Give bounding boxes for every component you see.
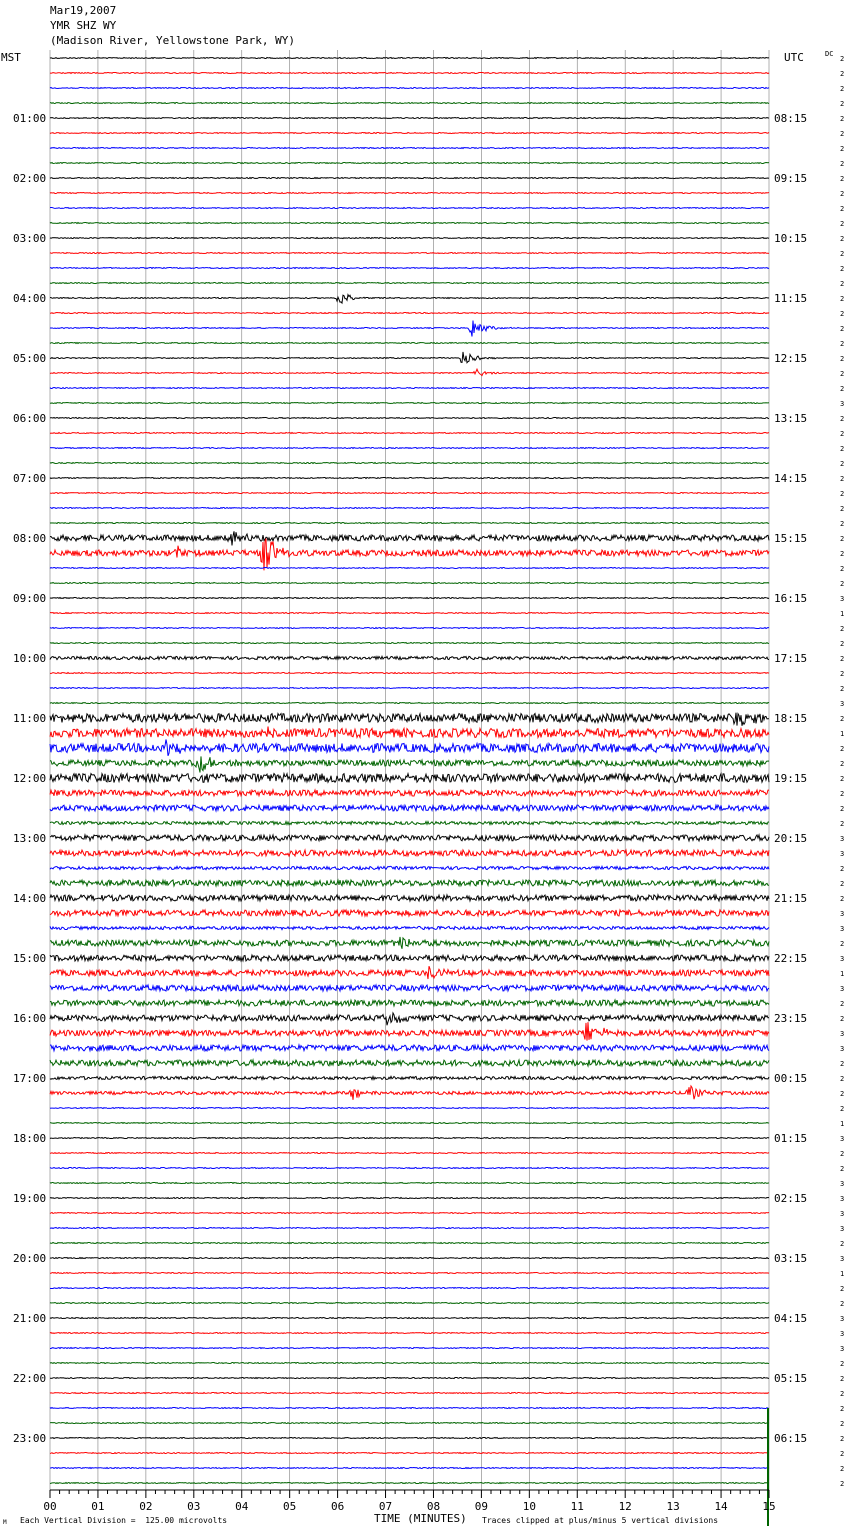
trace-line xyxy=(50,1123,769,1124)
scale-digit: 2 xyxy=(840,355,845,363)
trace-line xyxy=(50,835,769,841)
left-hour-label: 22:00 xyxy=(13,1372,47,1385)
scale-digit: 2 xyxy=(840,1435,845,1443)
x-tick-label: 09 xyxy=(474,1500,489,1513)
scale-digit: 2 xyxy=(840,145,845,153)
scale-digit: 3 xyxy=(840,1315,845,1323)
right-hour-label: 10:15 xyxy=(774,232,808,245)
trace-line xyxy=(50,985,769,991)
clip-note: Traces clipped at plus/minus 5 vertical divisions xyxy=(482,1516,719,1525)
trace-line xyxy=(50,1303,769,1304)
scale-digit: 3 xyxy=(840,925,845,933)
scale-digit: 3 xyxy=(840,1210,845,1218)
scale-digit: 3 xyxy=(840,1195,845,1203)
trace-line xyxy=(50,508,769,509)
left-hour-label: 03:00 xyxy=(13,232,47,245)
scale-digit: 2 xyxy=(840,535,845,543)
scale-digit: 2 xyxy=(840,550,845,558)
scale-digit: 3 xyxy=(840,1330,845,1338)
x-tick-label: 07 xyxy=(378,1500,393,1513)
trace-line xyxy=(50,478,769,479)
left-hour-label: 21:00 xyxy=(13,1312,47,1325)
trace-line xyxy=(50,193,769,194)
trace-line xyxy=(50,966,769,979)
left-hour-label: 12:00 xyxy=(13,772,47,785)
trace-line xyxy=(50,583,769,584)
trace-line xyxy=(50,1045,769,1051)
trace-line xyxy=(50,643,769,644)
trace-line xyxy=(50,321,769,337)
trace-line xyxy=(50,713,769,726)
scale-digit: 2 xyxy=(840,490,845,498)
left-timezone-label: MST xyxy=(1,51,21,64)
x-tick-label: 10 xyxy=(522,1500,536,1513)
right-hour-label: 23:15 xyxy=(774,1012,808,1025)
right-hour-label: 12:15 xyxy=(774,352,808,365)
left-hour-label: 10:00 xyxy=(13,652,47,665)
right-hour-label: 08:15 xyxy=(774,112,808,125)
trace-line xyxy=(50,1258,769,1259)
trace-line xyxy=(50,1013,769,1025)
scale-digit: 2 xyxy=(840,625,845,633)
scale-digit: 2 xyxy=(840,565,845,573)
trace-line xyxy=(50,740,769,756)
header-date: Mar19,2007 xyxy=(50,4,117,17)
scale-digit: 3 xyxy=(840,955,845,963)
trace-line xyxy=(50,1183,769,1184)
x-tick-label: 05 xyxy=(283,1500,297,1513)
trace-line xyxy=(50,756,769,772)
trace-line xyxy=(50,628,769,629)
scale-digit: 2 xyxy=(840,505,845,513)
scale-digit: 3 xyxy=(840,1255,845,1263)
trace-line xyxy=(50,1153,769,1154)
trace-line xyxy=(50,118,769,119)
trace-line xyxy=(50,1108,769,1109)
scale-digit: 2 xyxy=(840,940,845,948)
trace-line xyxy=(50,790,769,796)
right-hour-label: 18:15 xyxy=(774,712,808,725)
scale-digit: 2 xyxy=(840,805,845,813)
right-hour-label: 20:15 xyxy=(774,832,808,845)
scale-digit: 2 xyxy=(840,340,845,348)
trace-line xyxy=(50,1288,769,1289)
trace-line xyxy=(50,1423,769,1424)
trace-line xyxy=(50,821,769,824)
scale-digit: 2 xyxy=(840,760,845,768)
left-hour-label: 05:00 xyxy=(13,352,47,365)
right-hour-label: 19:15 xyxy=(774,772,808,785)
right-hour-label: 22:15 xyxy=(774,952,808,965)
scale-digit: 2 xyxy=(840,715,845,723)
trace-line xyxy=(50,1138,769,1139)
x-tick-label: 02 xyxy=(139,1500,153,1513)
scale-digit: 2 xyxy=(840,55,845,63)
scale-digit: 2 xyxy=(840,280,845,288)
trace-line xyxy=(50,433,769,434)
trace-line xyxy=(50,295,769,303)
right-timezone-label: UTC xyxy=(784,51,804,64)
trace-line xyxy=(50,148,769,149)
right-hour-label: 00:15 xyxy=(774,1072,808,1085)
trace-line xyxy=(50,1378,769,1379)
right-hour-label: 09:15 xyxy=(774,172,808,185)
scale-digit: 2 xyxy=(840,130,845,138)
left-hour-label: 08:00 xyxy=(13,532,47,545)
left-hour-label: 13:00 xyxy=(13,832,47,845)
left-hour-label: 14:00 xyxy=(13,892,47,905)
scale-digit: 2 xyxy=(840,295,845,303)
x-tick-label: 15 xyxy=(762,1500,776,1513)
scale-digit: 2 xyxy=(840,580,845,588)
trace-line xyxy=(50,1228,769,1229)
scale-digit: 2 xyxy=(840,1390,845,1398)
scale-note: Each Vertical Division = 125.00 microvolts xyxy=(20,1516,228,1525)
right-hour-label: 16:15 xyxy=(774,592,808,605)
scale-digit: 2 xyxy=(840,160,845,168)
trace-line xyxy=(50,850,769,856)
trace-line xyxy=(50,613,769,614)
trace-line xyxy=(50,1000,769,1006)
right-hour-label: 01:15 xyxy=(774,1132,808,1145)
left-hour-label: 18:00 xyxy=(13,1132,47,1145)
scale-digit: 3 xyxy=(840,700,845,708)
scale-digit: 2 xyxy=(840,385,845,393)
scale-digit: 2 xyxy=(840,1165,845,1173)
x-tick-label: 04 xyxy=(235,1500,249,1513)
right-hour-label: 04:15 xyxy=(774,1312,808,1325)
trace-line xyxy=(50,58,769,59)
left-hour-label: 16:00 xyxy=(13,1012,47,1025)
x-tick-label: 03 xyxy=(187,1500,201,1513)
scale-digit: 2 xyxy=(840,745,845,753)
trace-line xyxy=(50,418,769,419)
trace-line xyxy=(50,1453,769,1454)
scale-digit: 2 xyxy=(840,205,845,213)
scale-digit: 1 xyxy=(840,970,845,978)
trace-line xyxy=(50,523,769,524)
trace-line xyxy=(50,866,769,869)
scale-digit: 2 xyxy=(840,1000,845,1008)
scale-digit: 2 xyxy=(840,1450,845,1458)
scale-digit: 2 xyxy=(840,1405,845,1413)
scale-digit: 3 xyxy=(840,1345,845,1353)
scale-digit: 2 xyxy=(840,820,845,828)
trace-line xyxy=(50,688,769,689)
trace-line xyxy=(50,103,769,104)
scale-digit: 3 xyxy=(840,985,845,993)
trace-line xyxy=(50,1243,769,1244)
trace-line xyxy=(50,352,769,363)
trace-line xyxy=(50,253,769,254)
left-hour-label: 06:00 xyxy=(13,412,47,425)
trace-line xyxy=(50,1076,769,1079)
x-tick-label: 13 xyxy=(666,1500,680,1513)
trace-line xyxy=(50,937,769,949)
scale-digit: 2 xyxy=(840,85,845,93)
scale-digit: 2 xyxy=(840,1150,845,1158)
left-hour-label: 09:00 xyxy=(13,592,47,605)
trace-line xyxy=(50,1168,769,1169)
trace-line xyxy=(50,88,769,89)
dc-label: DC xyxy=(825,50,834,58)
trace-line xyxy=(50,1086,769,1100)
left-hour-label: 11:00 xyxy=(13,712,47,725)
scale-digit: 1 xyxy=(840,730,845,738)
scale-digit: 2 xyxy=(840,250,845,258)
scale-digit: 2 xyxy=(840,1105,845,1113)
scale-digit: 3 xyxy=(840,1045,845,1053)
trace-line xyxy=(50,163,769,164)
scale-digit: 2 xyxy=(840,775,845,783)
left-hour-label: 02:00 xyxy=(13,172,47,185)
trace-line xyxy=(50,539,769,571)
scale-digit: 2 xyxy=(840,790,845,798)
trace-line xyxy=(50,178,769,179)
scale-digit: 2 xyxy=(840,670,845,678)
footer-mark: M xyxy=(3,1519,7,1526)
x-tick-label: 08 xyxy=(426,1500,441,1513)
scale-digit: 3 xyxy=(840,1030,845,1038)
scale-digit: 1 xyxy=(840,610,845,618)
trace-line xyxy=(50,388,769,389)
trace-line xyxy=(50,1348,769,1349)
scale-digit: 2 xyxy=(840,1090,845,1098)
right-hour-label: 11:15 xyxy=(774,292,808,305)
scale-digit: 1 xyxy=(840,1270,845,1278)
x-axis-title: TIME (MINUTES) xyxy=(374,1512,467,1525)
header-station: YMR SHZ WY xyxy=(50,19,117,32)
trace-line xyxy=(50,1022,769,1040)
trace-line xyxy=(50,1318,769,1319)
left-hour-label: 23:00 xyxy=(13,1432,47,1445)
scale-digit: 3 xyxy=(840,850,845,858)
trace-line xyxy=(50,1408,769,1409)
scale-digit: 2 xyxy=(840,1360,845,1368)
trace-line xyxy=(50,1438,769,1439)
scale-digit: 2 xyxy=(840,310,845,318)
trace-line xyxy=(50,531,769,545)
trace-line xyxy=(50,703,769,704)
scale-digit: 2 xyxy=(840,460,845,468)
trace-line xyxy=(50,656,769,659)
scale-digit: 2 xyxy=(840,1480,845,1488)
scale-digit: 2 xyxy=(840,235,845,243)
trace-line xyxy=(50,133,769,134)
right-hour-label: 03:15 xyxy=(774,1252,808,1265)
scale-digit: 2 xyxy=(840,1375,845,1383)
left-hour-label: 15:00 xyxy=(13,952,47,965)
trace-line xyxy=(50,238,769,239)
trace-line xyxy=(50,463,769,464)
left-hour-label: 04:00 xyxy=(13,292,47,305)
trace-line xyxy=(50,1213,769,1214)
scale-digit: 1 xyxy=(840,1120,845,1128)
trace-line xyxy=(50,1393,769,1394)
trace-line xyxy=(50,1468,769,1469)
trace-line xyxy=(50,1483,769,1484)
scale-digit: 2 xyxy=(840,1075,845,1083)
scale-digit: 2 xyxy=(840,685,845,693)
right-hour-label: 05:15 xyxy=(774,1372,808,1385)
scale-digit: 2 xyxy=(840,520,845,528)
scale-digit: 2 xyxy=(840,115,845,123)
trace-line xyxy=(50,223,769,224)
x-tick-label: 06 xyxy=(330,1500,345,1513)
scale-digit: 2 xyxy=(840,865,845,873)
left-hour-label: 19:00 xyxy=(13,1192,47,1205)
left-hour-label: 07:00 xyxy=(13,472,47,485)
trace-line xyxy=(50,598,769,599)
right-hour-label: 06:15 xyxy=(774,1432,808,1445)
scale-digit: 3 xyxy=(840,1180,845,1188)
trace-line xyxy=(50,955,769,961)
scale-digit: 2 xyxy=(840,370,845,378)
trace-line xyxy=(50,268,769,269)
scale-digit: 2 xyxy=(840,220,845,228)
left-hour-label: 20:00 xyxy=(13,1252,47,1265)
scale-digit: 3 xyxy=(840,1225,845,1233)
scale-digit: 3 xyxy=(840,835,845,843)
scale-digit: 2 xyxy=(840,475,845,483)
trace-line xyxy=(50,568,769,569)
right-hour-label: 14:15 xyxy=(774,472,808,485)
trace-line xyxy=(50,1198,769,1199)
trace-line xyxy=(50,774,769,783)
header-location: (Madison River, Yellowstone Park, WY) xyxy=(50,34,296,47)
left-hour-label: 01:00 xyxy=(13,112,47,125)
scale-digit: 2 xyxy=(840,1015,845,1023)
scale-digit: 2 xyxy=(840,655,845,663)
right-hour-label: 02:15 xyxy=(774,1192,808,1205)
scale-digit: 2 xyxy=(840,445,845,453)
scale-digit: 2 xyxy=(840,1465,845,1473)
scale-digit: 3 xyxy=(840,595,845,603)
x-tick-label: 14 xyxy=(714,1500,728,1513)
scale-digit: 2 xyxy=(840,175,845,183)
scale-digit: 2 xyxy=(840,415,845,423)
scale-digit: 2 xyxy=(840,1285,845,1293)
scale-digit: 2 xyxy=(840,1420,845,1428)
trace-line xyxy=(50,895,769,901)
scale-digit: 2 xyxy=(840,430,845,438)
scale-digit: 3 xyxy=(840,910,845,918)
right-hour-label: 21:15 xyxy=(774,892,808,905)
scale-digit: 2 xyxy=(840,880,845,888)
trace-line xyxy=(50,805,769,811)
scale-digit: 2 xyxy=(840,70,845,78)
x-tick-label: 12 xyxy=(618,1500,632,1513)
left-hour-label: 17:00 xyxy=(13,1072,47,1085)
x-tick-label: 11 xyxy=(570,1500,584,1513)
right-hour-label: 17:15 xyxy=(774,652,808,665)
trace-line xyxy=(50,208,769,209)
scale-digit: 2 xyxy=(840,1300,845,1308)
scale-digit: 2 xyxy=(840,1060,845,1068)
trace-line xyxy=(50,727,769,738)
trace-line xyxy=(50,1363,769,1364)
x-tick-label: 01 xyxy=(91,1500,105,1513)
trace-line xyxy=(50,493,769,494)
scale-digit: 2 xyxy=(840,895,845,903)
trace-line xyxy=(50,403,769,404)
scale-digit: 2 xyxy=(840,325,845,333)
trace-line xyxy=(50,1273,769,1274)
scale-digit: 2 xyxy=(840,265,845,273)
scale-digit: 3 xyxy=(840,1135,845,1143)
trace-line xyxy=(50,73,769,74)
trace-line xyxy=(50,283,769,284)
scale-digit: 2 xyxy=(840,1240,845,1248)
trace-line xyxy=(50,1060,769,1066)
trace-line xyxy=(50,1333,769,1334)
scale-digit: 2 xyxy=(840,100,845,108)
trace-line xyxy=(50,313,769,314)
right-hour-label: 15:15 xyxy=(774,532,808,545)
scale-digit: 3 xyxy=(840,400,845,408)
trace-line xyxy=(50,910,769,916)
trace-line xyxy=(50,369,769,375)
trace-line xyxy=(50,926,769,929)
x-tick-label: 00 xyxy=(43,1500,57,1513)
trace-line xyxy=(50,673,769,674)
trace-line xyxy=(50,880,769,886)
trace-line xyxy=(50,448,769,449)
scale-digit: 2 xyxy=(840,190,845,198)
scale-digit: 2 xyxy=(840,640,845,648)
right-hour-label: 13:15 xyxy=(774,412,808,425)
trace-line xyxy=(50,343,769,344)
